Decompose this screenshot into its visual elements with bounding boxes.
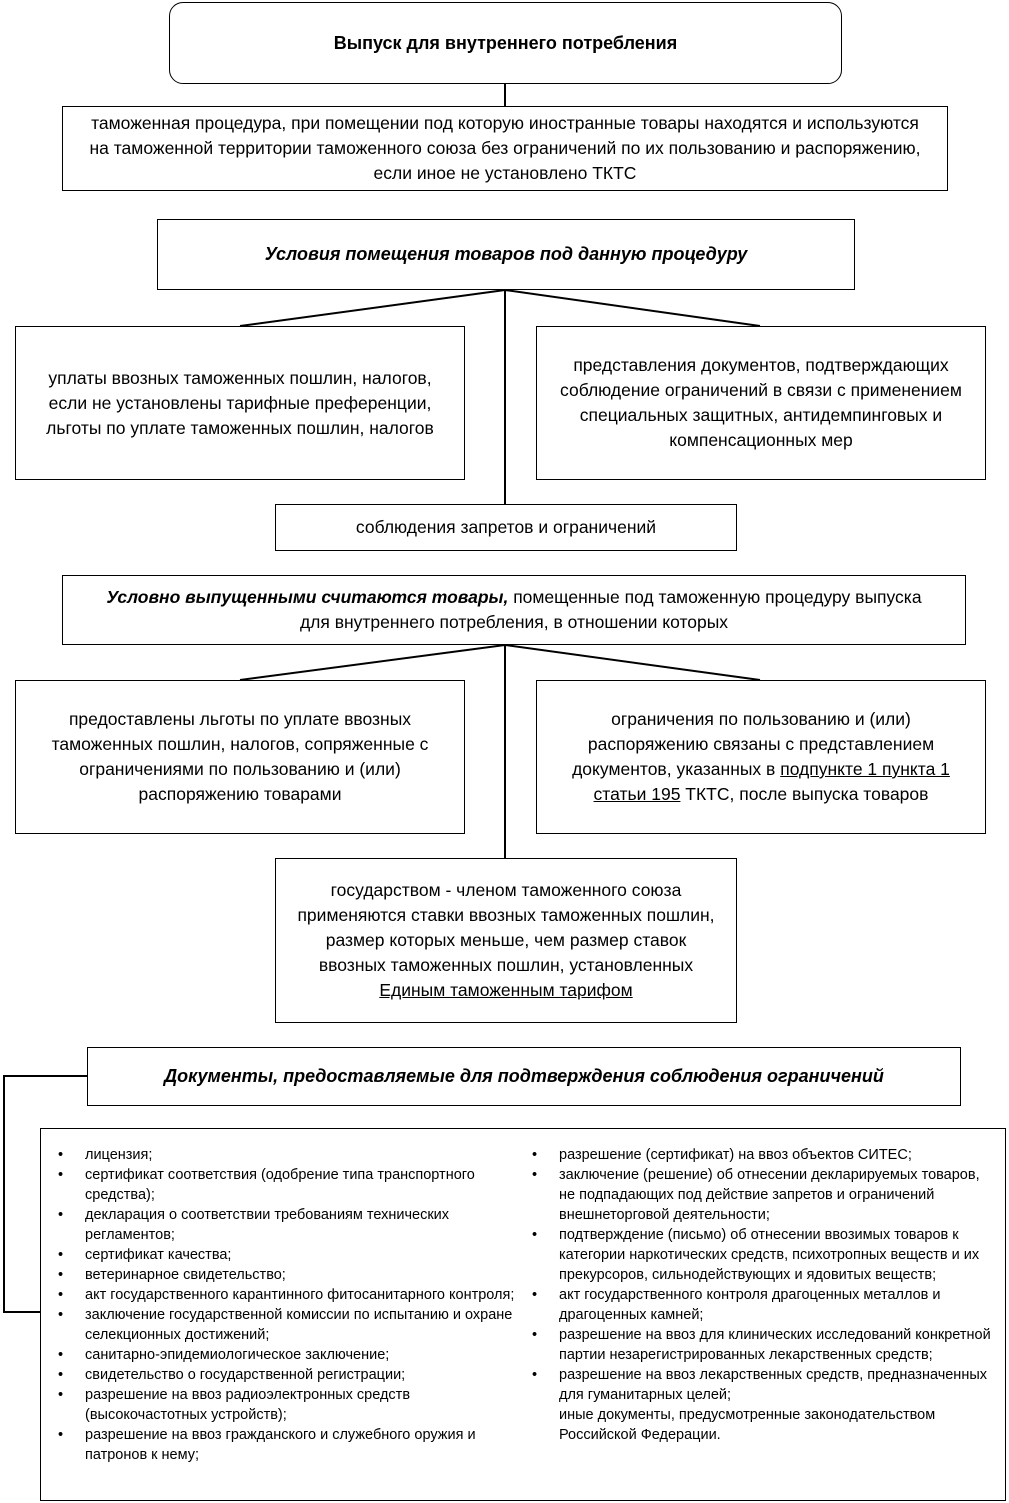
list-item: • разрешение на ввоз радиоэлектронных средств (высокочастотных устройств);	[55, 1385, 523, 1425]
conditional-benefits-text: предоставлены льготы по уплате ввозных таможенных пошлин, налогов, сопряженные с ограничениями по пользованию и (или) распоряжению товарами	[51, 709, 429, 804]
documents-heading: Документы, предоставляемые для подтверждения соблюдения ограничений	[164, 1066, 884, 1086]
definition-box	[62, 106, 948, 191]
conditions-heading-box	[157, 219, 855, 290]
conditional-release-heading-rest: помещенные под таможенную процедуру выпуска для внутреннего потребления, в отношении которых	[299, 587, 922, 632]
list-item: • сертификат качества;	[55, 1245, 523, 1265]
conditional-restrictions-part1: ограничения по пользованию и (или) распоряжению связаны с представлением документов, указанных в	[572, 709, 935, 779]
list-item: • акт государственного контроля драгоценных металлов и драгоценных камней;	[529, 1285, 997, 1325]
conditional-rates-box	[275, 858, 737, 1023]
conditional-benefits-box	[15, 680, 465, 834]
condition-prohibitions-box	[275, 504, 737, 551]
article-195-link[interactable]: подпункте 1 пункта 1 статьи 195	[593, 759, 950, 804]
documents-heading-box	[87, 1047, 961, 1106]
conditional-release-heading-box	[62, 575, 966, 645]
condition-duties-text: уплаты ввозных таможенных пошлин, налогов, если не установлены тарифные преференции, льготы по уплате таможенных пошлин, налогов	[46, 367, 434, 438]
list-item: • санитарно-эпидемиологическое заключение;	[55, 1345, 523, 1365]
condition-documents-text: представления документов, подтверждающих соблюдение ограничений в связи с применением специальных защитных, антидемпинговых и компенсационных мер	[560, 355, 962, 450]
documents-list-box	[40, 1128, 1006, 1501]
documents-right-column	[529, 1145, 997, 1496]
definition-text: таможенная процедура, при помещении под которую иностранные товары находятся и используются на таможенной территории таможенного союза без ограничений по их пользованию и распоряжению, если иное не установлено ТКТС	[89, 113, 921, 183]
condition-prohibitions-text: соблюдения запретов и ограничений	[355, 517, 657, 537]
list-item: • заключение государственной комиссии по испытанию и охране селекционных достижений;	[55, 1305, 523, 1345]
condition-duties-box	[15, 326, 465, 480]
documents-left-list	[55, 1145, 523, 1465]
documents-right-list	[529, 1145, 997, 1445]
page-title: Выпуск для внутреннего потребления	[333, 32, 678, 53]
list-item: • подтверждение (письмо) об отнесении ввозимых товаров к категории наркотических средств, психотропных веществ и их прекурсоров, сильнодействующих и ядовитых веществ;	[529, 1225, 997, 1285]
list-item: • лицензия;	[55, 1145, 523, 1165]
conditional-rates-text	[294, 878, 718, 1003]
conditional-rates-part1: государством - членом таможенного союза применяются ставки ввозных таможенных пошлин, размер которых меньше, чем размер ставок ввозных таможенных пошлин, установленных	[297, 880, 715, 975]
conditional-release-heading-bold: Условно выпущенными считаются товары,	[106, 587, 509, 607]
conditional-restrictions-part2: ТКТС, после выпуска товаров	[680, 784, 929, 804]
list-item: • акт государственного карантинного фитосанитарного контроля;	[55, 1285, 523, 1305]
conditional-release-heading	[93, 585, 935, 635]
condition-documents-box	[536, 326, 986, 480]
list-item: • свидетельство о государственной регистрации;	[55, 1365, 523, 1385]
list-item: • разрешение (сертификат) на ввоз объектов СИТЕС;	[529, 1145, 997, 1165]
list-item: • разрешение на ввоз лекарственных средств, предназначенных для гуманитарных целей;	[529, 1365, 997, 1405]
documents-left-column	[55, 1145, 523, 1496]
list-item: • ветеринарное свидетельство;	[55, 1265, 523, 1285]
conditional-restrictions-box	[536, 680, 986, 834]
list-item: • декларация о соответствии требованиям технических регламентов;	[55, 1205, 523, 1245]
title-box	[169, 2, 842, 84]
list-item: • разрешение на ввоз гражданского и служебного оружия и патронов к нему;	[55, 1425, 523, 1465]
unified-tariff-link[interactable]: Единым таможенным тарифом	[379, 980, 633, 1000]
conditional-restrictions-text	[555, 707, 967, 807]
list-item: • заключение (решение) об отнесении декларируемых товаров, не подпадающих под действие запретов и ограничений внешнеторговой деятельности;	[529, 1165, 997, 1225]
list-item: • сертификат соответствия (одобрение типа транспортного средства);	[55, 1165, 523, 1205]
list-item: • разрешение на ввоз для клинических исследований конкретной партии незарегистрированных лекарственных средств;	[529, 1325, 997, 1365]
conditions-heading: Условия помещения товаров под данную процедуру	[264, 244, 748, 264]
list-item-tail: иные документы, предусмотренные законодательством Российской Федерации.	[559, 1407, 936, 1443]
